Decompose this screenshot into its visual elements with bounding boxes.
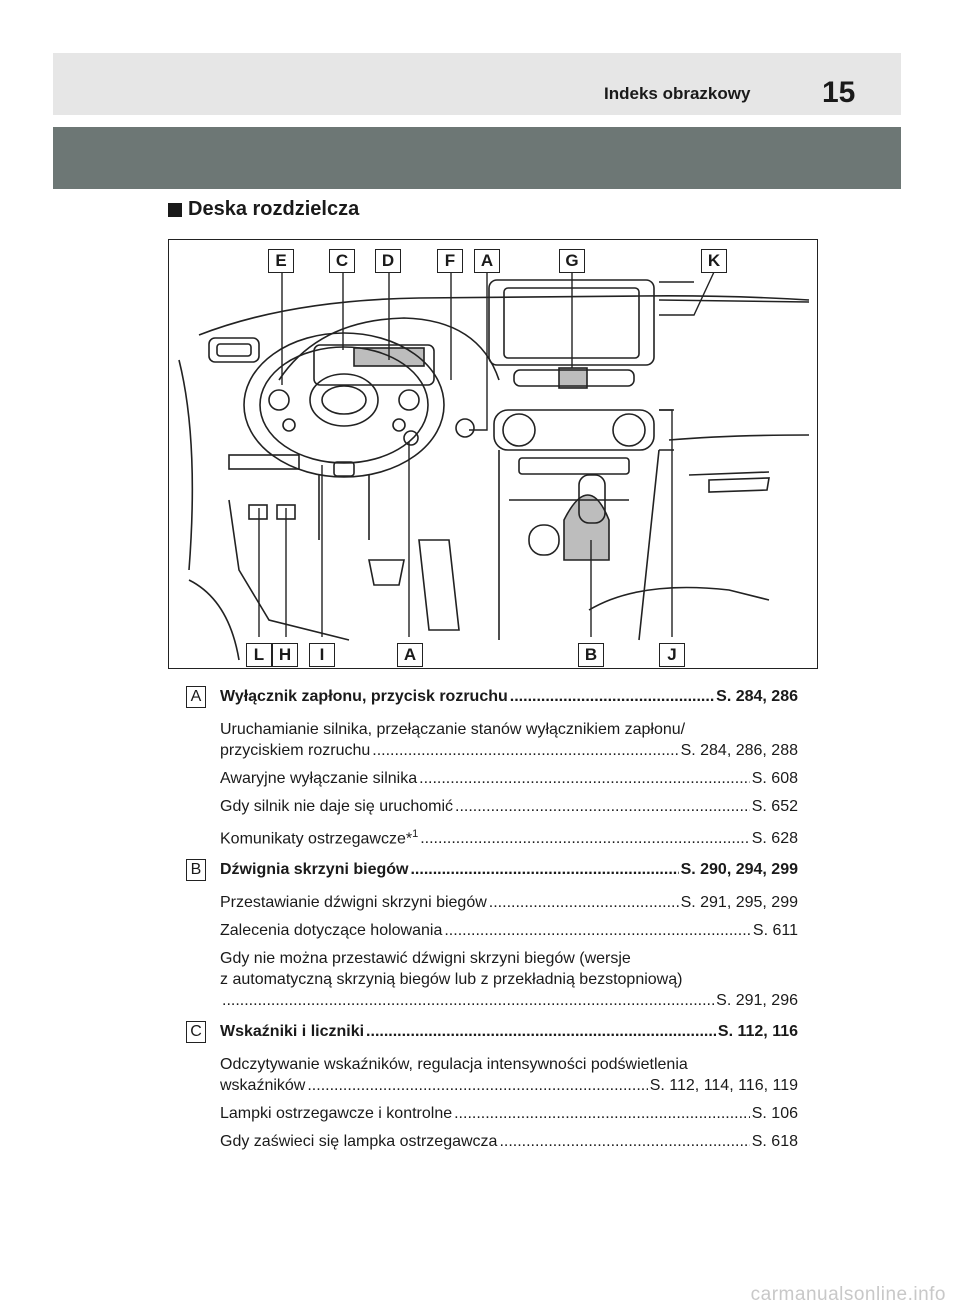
sub-item-pages: S. 628 [751,830,798,848]
square-bullet-icon [168,203,182,217]
callout-E: E [268,249,294,273]
callout-G: G [559,249,585,273]
sub-item[interactable] [220,892,798,913]
sub-item-pages: S. 112, 114, 116, 119 [649,1077,798,1095]
entry-letter: A [186,686,206,708]
sub-item-text: Komunikaty ostrzegawcze* [220,830,413,848]
entry-letter: C [186,1021,206,1043]
dot-leader [410,861,678,879]
dot-leader [222,990,714,1011]
dot-leader [510,688,714,706]
sub-item[interactable] [220,1054,798,1096]
sub-item[interactable] [220,796,798,817]
entry-heading[interactable] [186,859,798,885]
callout-B: B [578,643,604,667]
sub-item-text: Gdy zaświeci się lampka ostrzegawcza [220,1133,498,1151]
entry-title: Wyłącznik zapłonu, przycisk rozruchu [220,688,508,705]
dot-leader [420,828,750,849]
sub-item[interactable] [220,719,798,761]
dashboard-drawing [169,240,816,667]
sub-item-pages: S. 618 [751,1133,798,1151]
sub-item[interactable] [220,920,798,941]
callout-C: C [329,249,355,273]
entry-pages: S. 112, 116 [717,1023,798,1041]
callout-A-bottom: A [397,643,423,667]
callout-I: I [309,643,335,667]
sub-item[interactable] [220,1131,798,1152]
sub-item[interactable] [220,948,798,1011]
sub-item-text: Przestawianie dźwigni skrzyni biegów [220,894,487,912]
dot-leader [455,796,750,817]
sub-item-text: Gdy nie można przestawić dźwigni skrzyni biegów (wersje [220,950,631,968]
entry-letter: B [186,859,206,881]
entry-pages: S. 290, 294, 299 [680,861,798,879]
sub-item-pages: S. 608 [751,770,798,787]
footnote-marker: 1 [412,828,419,840]
sub-item[interactable] [220,768,798,789]
sub-item-pages: S. 611 [752,922,798,940]
callout-H: H [272,643,298,667]
sub-item-text-cont: przyciskiem rozruchu [220,742,371,759]
sub-item[interactable] [220,1103,798,1124]
dot-leader [307,1075,647,1096]
header-strip [53,53,901,115]
section-heading-text: Deska rozdzielcza [188,198,360,220]
entry-B [186,859,798,1011]
dot-leader [419,768,750,789]
dot-leader [499,1131,749,1152]
callout-A-top: A [474,249,500,273]
sub-item-text: Odczytywanie wskaźników, regulacja intensywności podświetlenia [220,1056,688,1074]
sub-item-text: Gdy silnik nie daje się uruchomić [220,798,453,815]
callout-D: D [375,249,401,273]
callout-F: F [437,249,463,273]
page-header-title: Indeks obrazkowy [604,84,751,103]
entry-A [186,686,798,849]
sub-item-text: Lampki ostrzegawcze i kontrolne [220,1105,453,1123]
entry-heading[interactable] [186,1021,798,1047]
entry-C [186,1021,798,1152]
sub-item-text-cont: wskaźników [220,1077,306,1095]
sub-item-pages: S. 652 [751,798,798,815]
sub-item-text: Zalecenia dotyczące holowania [220,922,443,940]
sub-item-text: Uruchamianie silnika, przełączanie stanów wyłącznikiem zapłonu/ [220,721,686,738]
dot-leader [454,1103,750,1124]
entry-heading[interactable] [186,686,798,712]
dot-leader [444,920,751,941]
sub-item-text: Awaryjne wyłączanie silnika [220,770,418,787]
sub-item-pages: S. 291, 296 [716,992,798,1010]
section-band [53,127,901,189]
entry-pages: S. 284, 286 [716,688,798,705]
index-entries [186,686,798,1162]
dot-leader [372,740,678,761]
dashboard-illustration [168,239,818,669]
sub-item-pages: S. 106 [751,1105,798,1123]
dot-leader [489,892,679,913]
entry-title: Wskaźniki i liczniki [220,1023,365,1041]
callout-L: L [246,643,272,667]
callout-K: K [701,249,727,273]
sub-item-pages: S. 284, 286, 288 [680,742,798,759]
section-heading [168,198,359,221]
callout-J: J [659,643,685,667]
watermark: carmanualsonline.info [750,1284,946,1305]
sub-item-text-cont: z automatyczną skrzynią biegów lub z przekładnią bezstopniową) [220,971,683,989]
sub-item[interactable] [220,824,798,849]
dot-leader [366,1023,716,1041]
sub-item-pages: S. 291, 295, 299 [680,894,798,912]
entry-title: Dźwignia skrzyni biegów [220,861,409,879]
page-number: 15 [822,76,856,109]
